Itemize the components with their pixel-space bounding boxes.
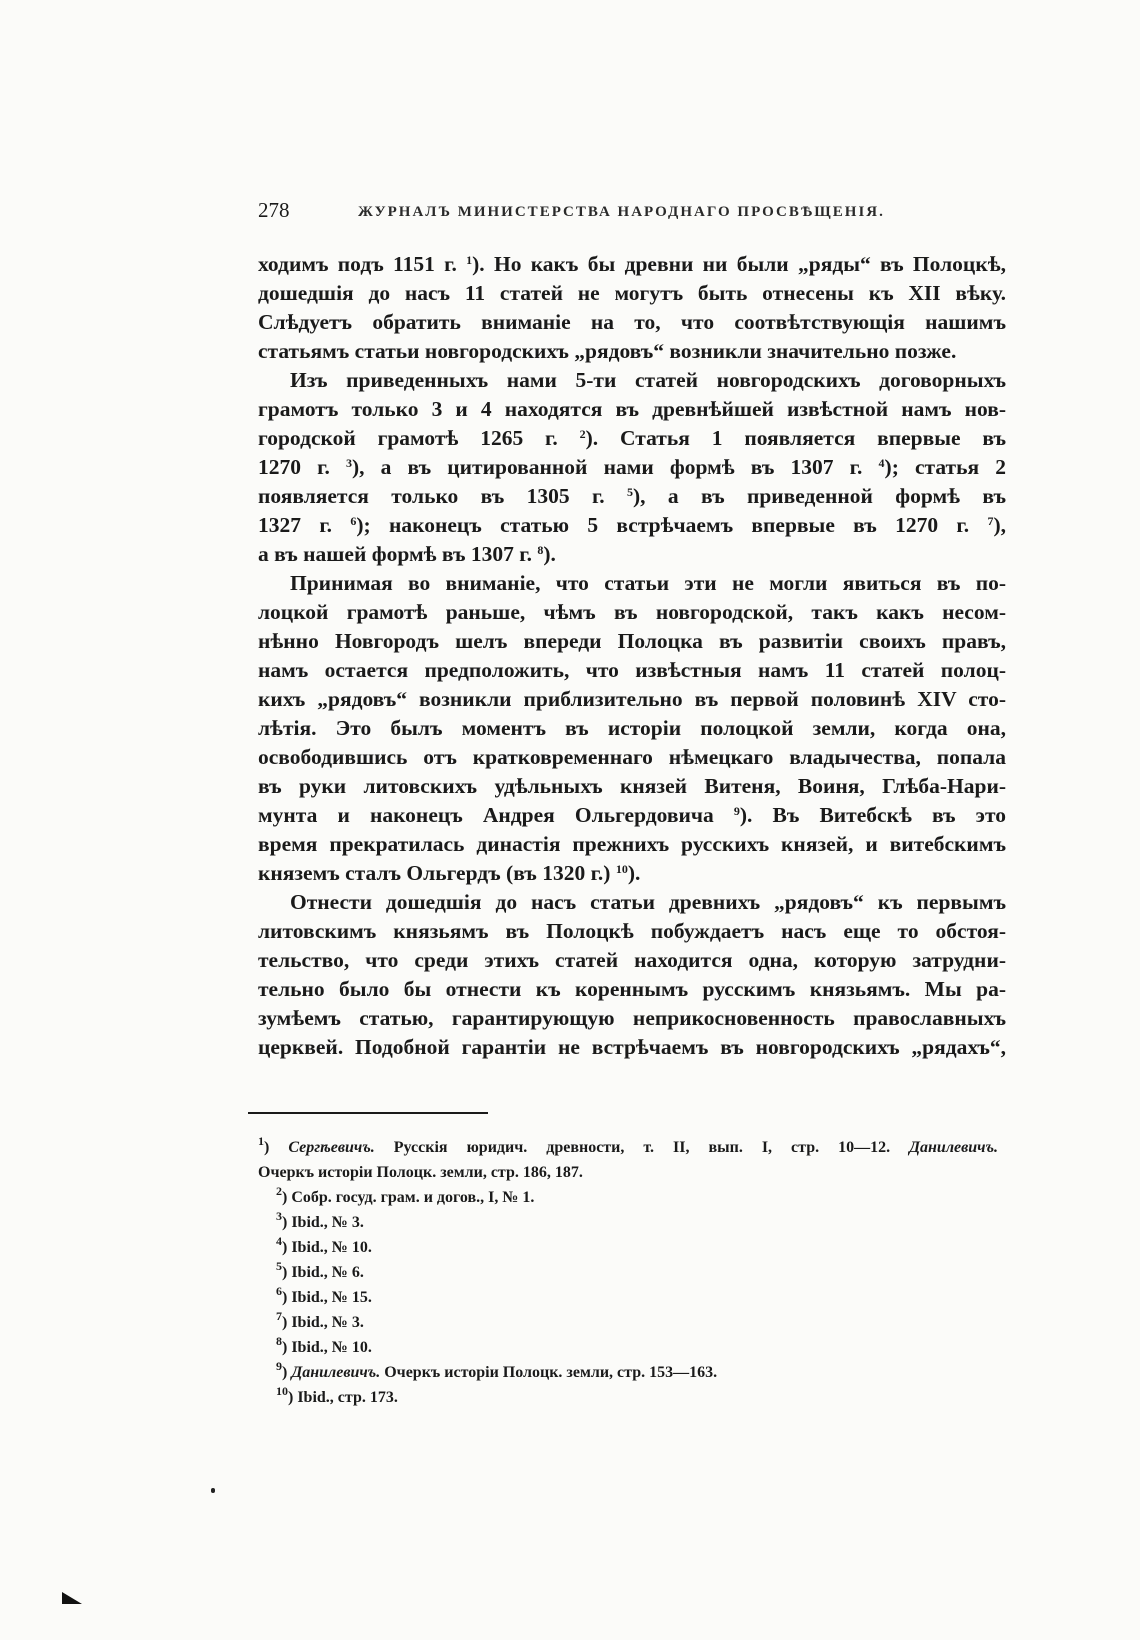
footnote-number: 7 xyxy=(276,1309,282,1323)
text-segment: ). Но какъ бы древни ни были „ряды“ въ Полоцкѣ, xyxy=(472,252,1006,276)
footnote-ref: 6 xyxy=(350,514,357,528)
text-line: освободившись отъ кратковременнаго нѣмецкаго владычества, попала xyxy=(258,745,1006,769)
footnote-text: Ibid., стр. 173. xyxy=(293,1389,398,1406)
footnote-text: Собр. госуд. грам. и догов., I, № 1. xyxy=(287,1189,535,1206)
footnote-number: 9 xyxy=(276,1359,282,1373)
text-line: литовскимъ князьямъ въ Полоцкѣ побуждаетъ насъ еще то обстоя- xyxy=(258,919,1006,943)
footnote-author: Данилевичъ. xyxy=(287,1364,381,1381)
footnote: $^6$) Ibid., № 15. xyxy=(276,1284,372,1306)
text-segment: городской грамотѣ 1265 г. xyxy=(258,426,580,450)
footnote-ref: 10 xyxy=(615,862,628,876)
footnote-ref: 4 xyxy=(878,456,885,470)
text-line: Принимая во вниманіе, что статьи эти не могли явиться въ по- xyxy=(290,571,1006,595)
text-line: тельство, что среди этихъ статей находится одна, которую затрудни- xyxy=(258,948,1006,972)
footnote: $^2$) Собр. госуд. грам. и догов., I, № 1. xyxy=(276,1184,535,1206)
footnote-number: 8 xyxy=(276,1334,282,1348)
text-segment: ). xyxy=(627,861,641,885)
text-line: зумѣемъ статью, гарантирующую неприкосновенность православныхъ xyxy=(258,1006,1006,1030)
text-segment: появляется только въ 1305 г. xyxy=(258,484,628,508)
footnote-number: 2 xyxy=(276,1184,282,1198)
footnote-text: Ibid., № 3. xyxy=(287,1214,364,1231)
text-line: время прекратилась династія прежнихъ русскихъ князей, и витебскимъ xyxy=(258,832,1006,856)
text-line xyxy=(258,482,1006,511)
ink-speck xyxy=(211,1488,215,1493)
text-segment: ), xyxy=(993,513,1006,537)
footnote: $^{10}$) Ibid., стр. 173. xyxy=(276,1384,398,1406)
text-segment: ). Въ Витебскѣ въ это xyxy=(739,803,1006,827)
text-line: статьямъ статьи новгородскихъ „рядовъ“ возникли значительно позже. xyxy=(258,339,957,363)
footnote: $^3$) Ibid., № 3. xyxy=(276,1209,364,1231)
footnote-number: 6 xyxy=(276,1284,282,1298)
footnote-number: 10 xyxy=(276,1384,288,1398)
footnote: $^1$) Сергѣевичъ. Русскія юридич. древности, т. II, вып. I, стр. 10—12. Данилевичъ. xyxy=(258,1134,999,1156)
footnote-ref: 5 xyxy=(627,485,634,499)
footnote-ref: 9 xyxy=(733,804,740,818)
body-text xyxy=(258,250,1006,1062)
footnote-text: Ibid., № 6. xyxy=(287,1264,364,1281)
footnote-number: 5 xyxy=(276,1259,282,1273)
text-line xyxy=(258,424,1006,453)
text-segment: ходимъ подъ 1151 г. xyxy=(258,252,467,276)
text-line: дошедшія до насъ 11 статей не могутъ быть отнесены къ XII вѣку. xyxy=(258,281,1006,305)
footnote-ref: 7 xyxy=(987,514,994,528)
footnote-number: 1 xyxy=(258,1134,264,1148)
text-line xyxy=(258,453,1006,482)
text-line xyxy=(258,859,1006,888)
footnote-text: Русскія юридич. древности, т. II, вып. I, стр. 10—12. xyxy=(374,1139,910,1156)
footnotes xyxy=(258,1135,998,1410)
footnote-author: Данилевичъ. xyxy=(909,1139,999,1156)
text-line: въ руки литовскихъ удѣльныхъ князей Витеня, Воиня, Глѣба-Нари- xyxy=(258,774,1006,798)
text-line xyxy=(258,250,1006,279)
text-segment: ), а въ цитированной нами формѣ въ 1307 г. xyxy=(351,455,879,479)
text-line xyxy=(258,540,1006,569)
text-line: Слѣдуетъ обратить вниманіе на то, что соотвѣтствующія нашимъ xyxy=(258,310,1006,334)
page-number: 278 xyxy=(258,198,290,222)
text-segment: княземъ сталъ Ольгердъ (въ 1320 г.) xyxy=(258,861,616,885)
footnote-text: Очеркъ исторіи Полоцк. земли, стр. 153—163. xyxy=(380,1364,718,1381)
text-line: лѣтія. Это былъ моментъ въ исторіи полоцкой земли, когда она, xyxy=(258,716,1006,740)
text-line: Изъ приведенныхъ нами 5-ти статей новгородскихъ договорныхъ xyxy=(290,368,1006,392)
text-line: лоцкой грамотѣ раньше, чѣмъ въ новгородской, такъ какъ несом- xyxy=(258,600,1006,624)
footnote: $^4$) Ibid., № 10. xyxy=(276,1234,372,1256)
text-segment: ). Статья 1 появляется впервые въ xyxy=(585,426,1007,450)
text-line: грамотъ только 3 и 4 находятся въ древнѣйшей извѣстной намъ нов- xyxy=(258,397,1006,421)
text-segment: 1327 г. xyxy=(258,513,351,537)
footnote-text: Ibid., № 15. xyxy=(287,1289,372,1306)
text-segment: 1270 г. xyxy=(258,455,346,479)
text-line xyxy=(258,801,1006,830)
text-segment: ). xyxy=(543,542,556,566)
footnote-text: Ibid., № 10. xyxy=(287,1239,372,1256)
footnote-ref: 8 xyxy=(537,543,544,557)
footnote: $^7$) Ibid., № 3. xyxy=(276,1309,364,1331)
running-title: ЖУРНАЛЪ МИНИСТЕРСТВА НАРОДНАГО ПРОСВѢЩЕНІЯ. xyxy=(358,204,885,220)
footnote-ref: 3 xyxy=(345,456,352,470)
footnote-number: 3 xyxy=(276,1209,282,1223)
footnote-author: Сергѣевичъ. xyxy=(269,1139,375,1156)
footnote-number: 4 xyxy=(276,1234,282,1248)
footnote-text: Ibid., № 10. xyxy=(287,1339,372,1356)
footnote: $^8$) Ibid., № 10. xyxy=(276,1334,372,1356)
footnote-text: Ibid., № 3. xyxy=(287,1314,364,1331)
text-line: намъ остается предположить, что извѣстныя намъ 11 статей полоц- xyxy=(258,658,1006,682)
text-line: церквей. Подобной гарантіи не встрѣчаемъ въ новгородскихъ „рядахъ“, xyxy=(258,1035,1006,1059)
text-line: кихъ „рядовъ“ возникли приблизительно въ первой половинѣ XIV сто- xyxy=(258,687,1006,711)
text-segment: мунта и наконецъ Андрея Ольгердовича xyxy=(258,803,734,827)
text-line: Отнести дошедшія до насъ статьи древнихъ „рядовъ“ къ первымъ xyxy=(290,890,1006,914)
text-segment: ); наконецъ статью 5 встрѣчаемъ впервые въ 1270 г. xyxy=(356,513,988,537)
text-line: нѣнно Новгородъ шелъ впереди Полоцка въ развитіи своихъ правъ, xyxy=(258,629,1006,653)
text-segment: ); статья 2 xyxy=(884,455,1006,479)
text-segment: ), а въ приведенной формѣ въ xyxy=(633,484,1006,508)
footnote: $^9$) Данилевичъ. Очеркъ исторіи Полоцк. земли, стр. 153—163. xyxy=(276,1359,718,1381)
text-line xyxy=(258,511,1006,540)
footnote-ref: 1 xyxy=(466,253,473,267)
text-line: тельно было бы отнести къ кореннымъ русскимъ князьямъ. Мы ра- xyxy=(258,977,1006,1001)
footnote: $^5$) Ibid., № 6. xyxy=(276,1259,364,1281)
footnote-rule xyxy=(248,1112,488,1114)
corner-mark xyxy=(62,1592,82,1604)
text-segment: а въ нашей формѣ въ 1307 г. xyxy=(258,542,538,566)
footnote: Очеркъ исторіи Полоцк. земли, стр. 186, 187. xyxy=(258,1164,583,1181)
footnote-ref: 2 xyxy=(579,427,586,441)
